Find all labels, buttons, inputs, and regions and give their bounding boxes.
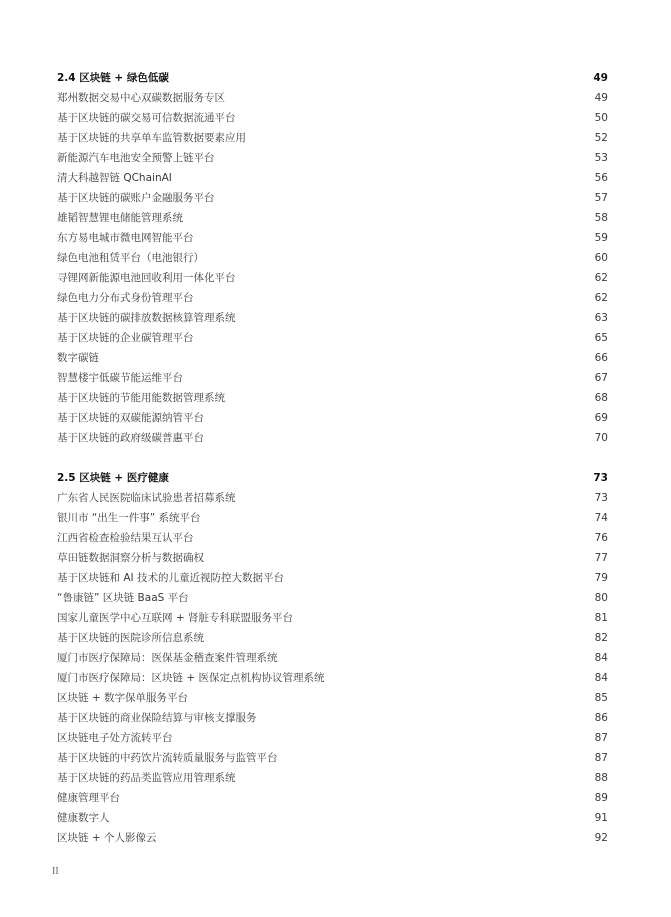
toc-entry-page: 84 bbox=[594, 672, 608, 684]
toc-entry-page: 70 bbox=[594, 432, 608, 444]
toc-entry-page: 53 bbox=[594, 152, 608, 164]
section-heading[interactable] bbox=[57, 68, 608, 88]
toc-entry-page: 52 bbox=[594, 132, 608, 144]
toc-entry-page: 73 bbox=[594, 492, 608, 504]
toc-entry-page: 50 bbox=[594, 112, 608, 124]
toc-entry[interactable] bbox=[57, 328, 608, 348]
toc-entry[interactable] bbox=[57, 488, 608, 508]
toc-entry-title: 区块链 + 数字保单服务平台 bbox=[57, 692, 188, 704]
toc-entry-page: 56 bbox=[594, 172, 608, 184]
section-heading-page: 49 bbox=[593, 72, 608, 84]
toc-entry-title: “鲁康链” 区块链 BaaS 平台 bbox=[57, 592, 189, 604]
toc-entry-title: 健康管理平台 bbox=[57, 792, 120, 804]
toc-entry[interactable] bbox=[57, 408, 608, 428]
toc-entry-title: 区块链 + 个人影像云 bbox=[57, 832, 157, 844]
toc-entry-page: 80 bbox=[594, 592, 608, 604]
toc-entry-page: 81 bbox=[594, 612, 608, 624]
toc-entry-page: 63 bbox=[594, 312, 608, 324]
toc-entry[interactable] bbox=[57, 168, 608, 188]
toc-entry-title: 郑州数据交易中心双碳数据服务专区 bbox=[57, 92, 225, 104]
toc-entry-page: 68 bbox=[594, 392, 608, 404]
toc-entry-title: 区块链电子处方流转平台 bbox=[57, 732, 173, 744]
toc-entry-title: 基于区块链和 AI 技术的儿童近视防控大数据平台 bbox=[57, 572, 284, 584]
toc-entry-title: 健康数字人 bbox=[57, 812, 110, 824]
toc-entry[interactable] bbox=[57, 608, 608, 628]
toc-entry[interactable] bbox=[57, 348, 608, 368]
toc-entry-page: 92 bbox=[594, 832, 608, 844]
toc-entry[interactable] bbox=[57, 228, 608, 248]
toc-entry-page: 74 bbox=[594, 512, 608, 524]
toc-entry-title: 数字碳链 bbox=[57, 352, 99, 364]
toc-entry-title: 基于区块链的节能用能数据管理系统 bbox=[57, 392, 225, 404]
toc-entry[interactable] bbox=[57, 768, 608, 788]
toc-entry-title: 雄韬智慧锂电储能管理系统 bbox=[57, 212, 183, 224]
toc-entry-title: 基于区块链的碳排放数据核算管理系统 bbox=[57, 312, 236, 324]
toc-entry-page: 89 bbox=[594, 792, 608, 804]
toc-entry-page: 67 bbox=[594, 372, 608, 384]
toc-section bbox=[57, 68, 608, 448]
toc-entry-page: 87 bbox=[594, 732, 608, 744]
toc-entry[interactable] bbox=[57, 308, 608, 328]
toc-entry[interactable] bbox=[57, 728, 608, 748]
toc-entry-page: 60 bbox=[594, 252, 608, 264]
toc-entry-page: 88 bbox=[594, 772, 608, 784]
toc-entry-title: 绿色电力分布式身份管理平台 bbox=[57, 292, 194, 304]
toc-entry-title: 草田链数据洞察分析与数据确权 bbox=[57, 552, 204, 564]
page-number-footer: II bbox=[52, 866, 59, 877]
toc-entry[interactable] bbox=[57, 388, 608, 408]
toc-entry[interactable] bbox=[57, 508, 608, 528]
toc-entry-title: 寻锂网新能源电池回收利用一体化平台 bbox=[57, 272, 236, 284]
toc-entry-title: 智慧楼宇低碳节能运维平台 bbox=[57, 372, 183, 384]
toc-entry[interactable] bbox=[57, 668, 608, 688]
toc-entry[interactable] bbox=[57, 248, 608, 268]
toc-entry-title: 东方易电城市微电网智能平台 bbox=[57, 232, 194, 244]
toc-entry-title: 广东省人民医院临床试验患者招募系统 bbox=[57, 492, 236, 504]
toc-entry[interactable] bbox=[57, 808, 608, 828]
toc-entry-page: 82 bbox=[594, 632, 608, 644]
toc-entry[interactable] bbox=[57, 268, 608, 288]
toc-entry[interactable] bbox=[57, 428, 608, 448]
toc-entry-page: 59 bbox=[594, 232, 608, 244]
toc-entry[interactable] bbox=[57, 748, 608, 768]
toc-entry[interactable] bbox=[57, 648, 608, 668]
toc-entry-title: 厦门市医疗保障局：区块链 + 医保定点机构协议管理系统 bbox=[57, 672, 325, 684]
toc-entry[interactable] bbox=[57, 588, 608, 608]
toc-entry-title: 基于区块链的医院诊所信息系统 bbox=[57, 632, 204, 644]
toc-entry-page: 57 bbox=[594, 192, 608, 204]
toc-entry[interactable] bbox=[57, 548, 608, 568]
toc-entry-page: 77 bbox=[594, 552, 608, 564]
toc-entry-page: 84 bbox=[594, 652, 608, 664]
toc-entry[interactable] bbox=[57, 528, 608, 548]
toc-entry-page: 58 bbox=[594, 212, 608, 224]
toc-entry[interactable] bbox=[57, 708, 608, 728]
toc-entry[interactable] bbox=[57, 368, 608, 388]
toc-entry[interactable] bbox=[57, 568, 608, 588]
toc-entry[interactable] bbox=[57, 208, 608, 228]
toc-entry-page: 66 bbox=[594, 352, 608, 364]
section-heading-title: 2.4 区块链 + 绿色低碳 bbox=[57, 72, 169, 84]
toc-entry-title: 基于区块链的企业碳管理平台 bbox=[57, 332, 194, 344]
toc-entry-title: 绿色电池租赁平台（电池银行） bbox=[57, 252, 204, 264]
toc-entry-page: 49 bbox=[594, 92, 608, 104]
section-heading-page: 73 bbox=[593, 472, 608, 484]
toc-entry[interactable] bbox=[57, 788, 608, 808]
toc-entry-page: 62 bbox=[594, 272, 608, 284]
toc-entry-page: 65 bbox=[594, 332, 608, 344]
toc-entry-page: 87 bbox=[594, 752, 608, 764]
toc-entry[interactable] bbox=[57, 108, 608, 128]
toc-entry-title: 江西省检查检验结果互认平台 bbox=[57, 532, 194, 544]
toc-entry-title: 基于区块链的政府级碳普惠平台 bbox=[57, 432, 204, 444]
toc-entry[interactable] bbox=[57, 148, 608, 168]
toc-entry-title: 基于区块链的碳交易可信数据流通平台 bbox=[57, 112, 236, 124]
toc-entry-page: 76 bbox=[594, 532, 608, 544]
toc-entry-title: 国家儿童医学中心互联网 + 肾脏专科联盟服务平台 bbox=[57, 612, 293, 624]
toc-entry-title: 新能源汽车电池安全预警上链平台 bbox=[57, 152, 215, 164]
toc-entry-page: 62 bbox=[594, 292, 608, 304]
table-of-contents bbox=[57, 68, 608, 848]
toc-entry-page: 69 bbox=[594, 412, 608, 424]
toc-entry-page: 79 bbox=[594, 572, 608, 584]
toc-entry[interactable] bbox=[57, 828, 608, 848]
toc-entry-title: 基于区块链的商业保险结算与审核支撑服务 bbox=[57, 712, 257, 724]
toc-entry[interactable] bbox=[57, 128, 608, 148]
toc-entry-title: 基于区块链的药品类监管应用管理系统 bbox=[57, 772, 236, 784]
toc-entry-title: 银川市 “出生一件事” 系统平台 bbox=[57, 512, 201, 524]
section-heading[interactable] bbox=[57, 468, 608, 488]
toc-entry-page: 91 bbox=[594, 812, 608, 824]
toc-entry-page: 85 bbox=[594, 692, 608, 704]
toc-entry[interactable] bbox=[57, 688, 608, 708]
toc-entry-title: 基于区块链的共享单车监管数据要素应用 bbox=[57, 132, 246, 144]
toc-entry-page: 86 bbox=[594, 712, 608, 724]
toc-entry[interactable] bbox=[57, 88, 608, 108]
toc-entry-title: 基于区块链的碳账户金融服务平台 bbox=[57, 192, 215, 204]
toc-entry-title: 厦门市医疗保障局：医保基金稽查案件管理系统 bbox=[57, 652, 278, 664]
toc-entry[interactable] bbox=[57, 628, 608, 648]
toc-entry[interactable] bbox=[57, 188, 608, 208]
toc-entry-title: 清大科越智链 QChainAI bbox=[57, 172, 172, 184]
section-heading-title: 2.5 区块链 + 医疗健康 bbox=[57, 472, 169, 484]
toc-entry-title: 基于区块链的双碳能源纳管平台 bbox=[57, 412, 204, 424]
toc-entry[interactable] bbox=[57, 288, 608, 308]
toc-section bbox=[57, 468, 608, 848]
toc-entry-title: 基于区块链的中药饮片流转质量服务与监管平台 bbox=[57, 752, 278, 764]
